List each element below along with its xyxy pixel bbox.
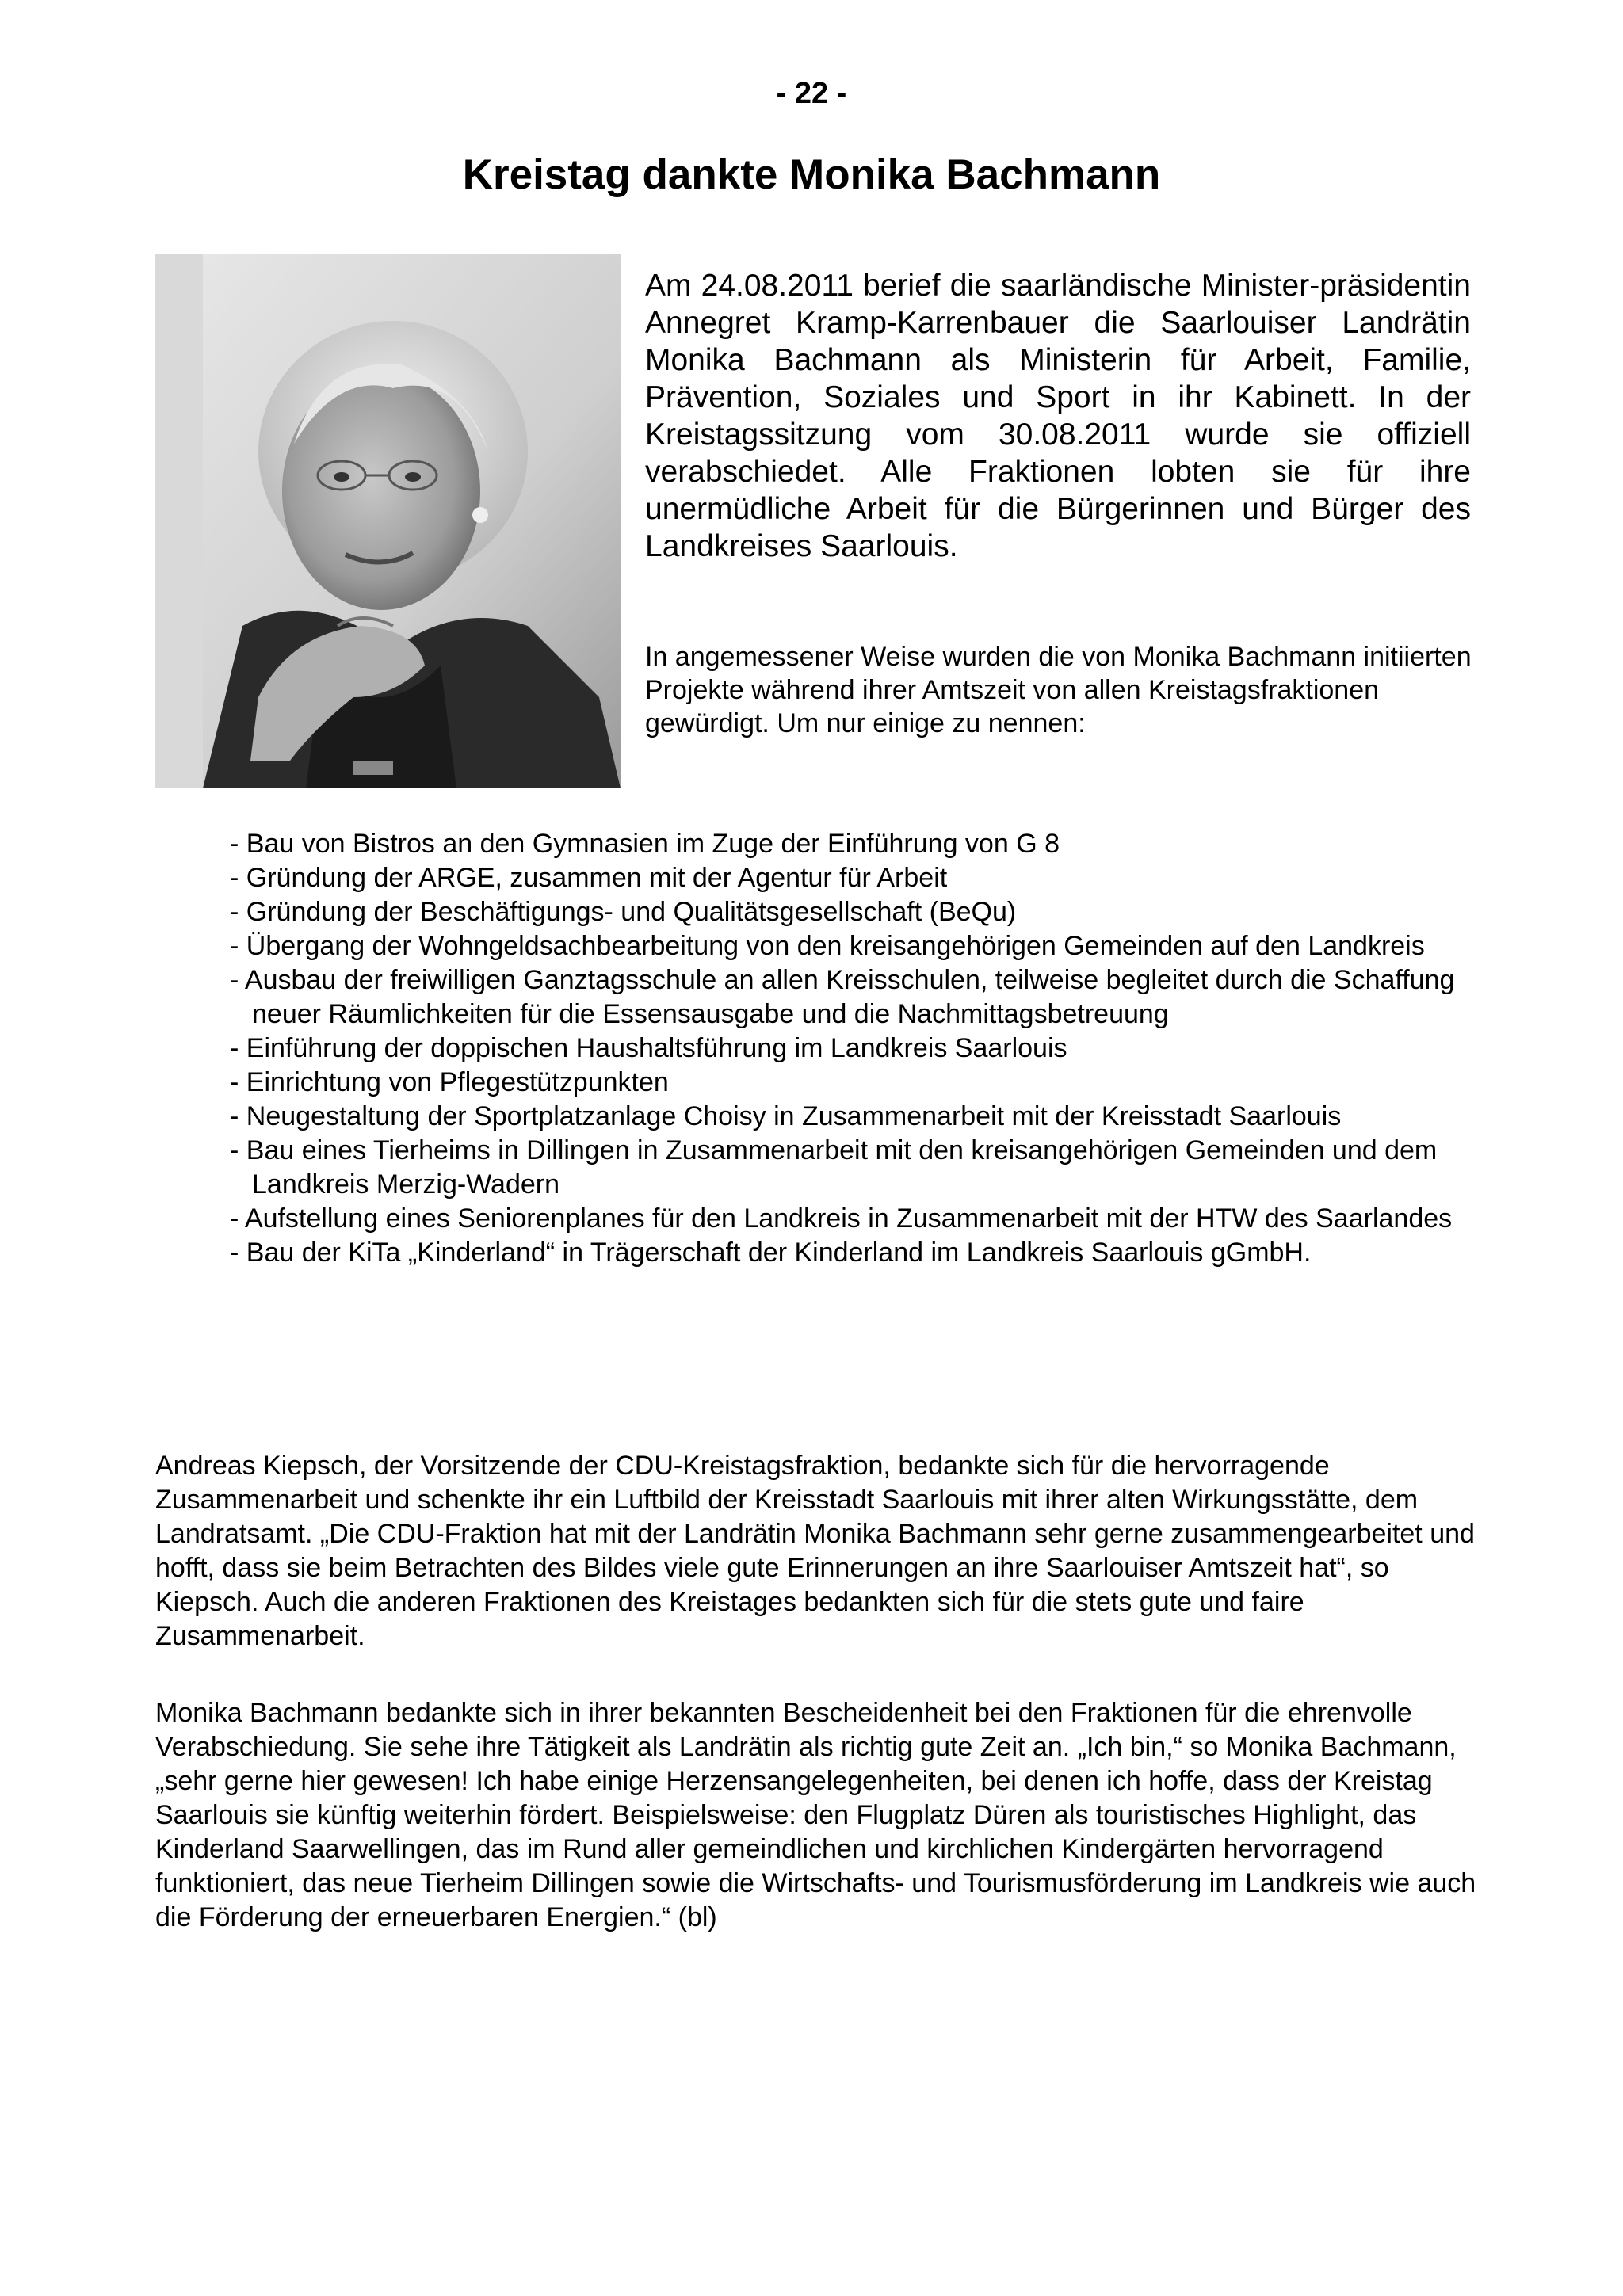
kiepsch-paragraph: Andreas Kiepsch, der Vorsitzende der CDU-Kreistagsfraktion, bedankte sich für die hervorragende Zusammenarbeit und schenkte ihr ein Luftbild der Kreisstadt Saarlouis mit ihrer alten Wirkungsstätte, dem Landratsamt. „Die CDU-Fraktion hat mit der Landrätin Monika Bachmann sehr gerne zusammengearbeitet und hofft, dass sie beim Betrachten des Bildes viele gute Erinnerungen an ihre Saarlouiser Amtszeit hat“, so Kiepsch. Auch die anderen Fraktionen des Kreistages bedankten sich für die stets gute und faire Zusammenarbeit.	[155, 1451, 1475, 1651]
page-number: - 22 -	[776, 77, 847, 110]
project-item: - Einführung der doppischen Haushaltsführung im Landkreis Saarlouis	[230, 1033, 1067, 1063]
projects-intro-paragraph: In angemessener Weise wurden die von Monika Bachmann initiierten Projekte während ihrer Amtszeit von allen Kreistagsfraktionen gewürdigt. Um nur einige zu nennen:	[645, 642, 1472, 738]
project-item: - Bau eines Tierheims in Dillingen in Zusammenarbeit mit den kreisangehörigen Gemeinden und dem Landkreis Merzig-Wadern	[230, 1135, 1438, 1199]
article-title: Kreistag dankte Monika Bachmann	[462, 151, 1161, 198]
project-item: - Aufstellung eines Seniorenplanes für den Landkreis in Zusammenarbeit mit der HTW des Saarlandes	[230, 1203, 1453, 1234]
project-item: - Ausbau der freiwilligen Ganztagsschule an allen Kreisschulen, teilweise begleitet durch die Schaffung neuer Räumlichkeiten für die Essensausgabe und die Nachmittagsbetreuung	[230, 965, 1455, 1029]
project-item: - Gründung der ARGE, zusammen mit der Agentur für Arbeit	[230, 863, 948, 893]
project-item: - Einrichtung von Pflegestützpunkten	[230, 1067, 669, 1097]
project-item: - Bau von Bistros an den Gymnasien im Zuge der Einführung von G 8	[230, 829, 1060, 859]
project-item: - Gründung der Beschäftigungs- und Qualitätsgesellschaft (BeQu)	[230, 897, 1017, 927]
intro-paragraph: Am 24.08.2011 berief die saarländische Minister-präsidentin Annegret Kramp-Karrenbauer die Saarlouiser Landrätin Monika Bachmann als Ministerin für Arbeit, Familie, Prävention, Soziales und Sport in ihr Kabinett. In der Kreistagssitzung vom 30.08.2011 wurde sie offiziell verabschiedet. Alle Fraktionen lobten sie für ihre unermüdliche Arbeit für die Bürgerinnen und Bürger des Landkreises Saarlouis.	[645, 269, 1471, 563]
project-item: - Bau der KiTa „Kinderland“ in Trägerschaft der Kinderland im Landkreis Saarlouis gGmbH.	[230, 1238, 1312, 1268]
project-item: - Übergang der Wohngeldsachbearbeitung von den kreisangehörigen Gemeinden auf den Landkreis	[230, 931, 1425, 961]
projects-list	[230, 827, 1529, 1270]
bachmann-paragraph: Monika Bachmann bedankte sich in ihrer bekannten Bescheidenheit bei den Fraktionen für die ehrenvolle Verabschiedung. Sie sehe ihre Tätigkeit als Landrätin als richtig gute Zeit an. „Ich bin,“ so Monika Bachmann, „sehr gerne hier gewesen! Ich habe einige Herzensangelegenheiten, bei denen ich hoffe, dass der Kreistag Saarlouis sie künftig weiterhin fördert. Beispielsweise: den Flugplatz Düren als touristisches Highlight, das Kinderland Saarwellingen, das im Rund aller gemeindlichen und kirchlichen Kindergärten hervorragend funktioniert, das neue Tierheim Dillingen sowie die Wirtschafts- und Tourismusförderung im Landkreis wie auch die Förderung der erneuerbaren Energien.“ (bl)	[155, 1698, 1476, 1932]
portrait-photo	[155, 254, 621, 788]
project-item: - Neugestaltung der Sportplatzanlage Choisy in Zusammenarbeit mit der Kreisstadt Saarlouis	[230, 1101, 1342, 1131]
